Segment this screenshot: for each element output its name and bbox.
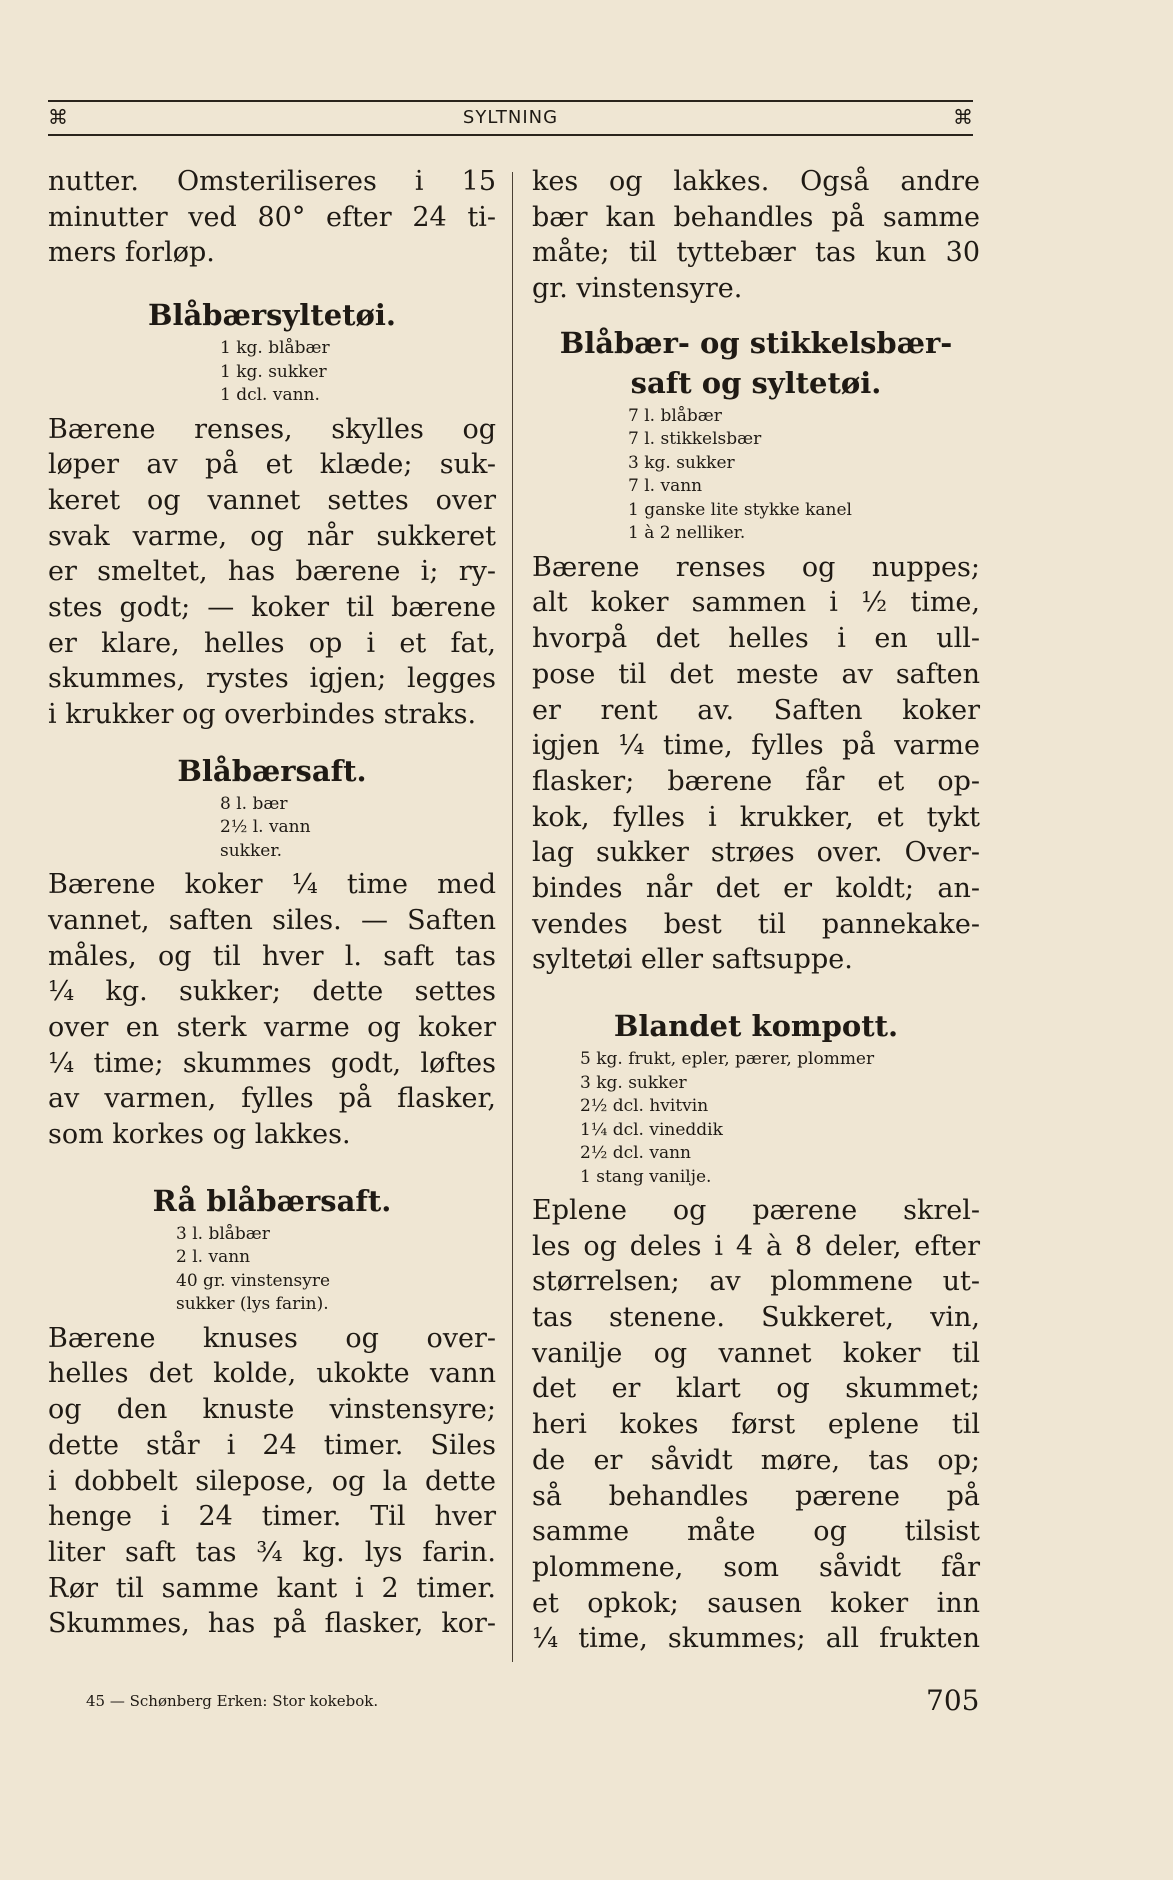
ingredient-list: [532, 405, 980, 546]
ingredient: 5 kg. frukt, epler, pærer, plommer: [580, 1049, 875, 1069]
text-line: ¼ time; skummes godt, løftes: [48, 1047, 496, 1079]
text-line: et opkok; sausen koker inn: [532, 1587, 980, 1619]
text-line: av varmen, fylles på flasker,: [48, 1083, 496, 1115]
recipe-text: [48, 412, 496, 733]
ingredient-list: [48, 337, 496, 408]
ingredient: 1 ganske lite stykke kanel: [628, 499, 852, 520]
text-line: keret og vannet settes over: [48, 484, 496, 516]
text-line: er rent av. Saften koker: [532, 694, 980, 726]
text-line: bindes når det er koldt; an-: [532, 872, 980, 904]
text-line: kes og lakkes. Også andre: [532, 166, 980, 197]
text-line: flasker; bærene får et op-: [532, 765, 980, 797]
text-line: ¼ time, skummes; all frukten: [532, 1623, 980, 1655]
running-header: [48, 100, 973, 136]
ingredient: 3 kg. sukker: [580, 1072, 687, 1093]
recipe-text: [48, 1321, 496, 1642]
recipe-title: saft og syltetøi.: [630, 365, 882, 400]
text-line: Bærene knuses og over-: [48, 1322, 496, 1354]
text-line: de er såvidt møre, tas op;: [532, 1444, 980, 1476]
text-line: måte; til tyttebær tas kun 30: [532, 237, 980, 269]
text-line: gr. vinstensyre.: [532, 273, 743, 305]
recipe-title: Blåbærsyltetøi.: [147, 298, 397, 333]
page-number: 705: [926, 1684, 980, 1717]
text-line: vannet, saften siles. — Saften: [48, 904, 496, 936]
text-line: liter saft tas ¾ kg. lys farin.: [48, 1536, 496, 1568]
intro-paragraph: [48, 164, 496, 271]
ingredient-list: [48, 793, 496, 864]
ingredient: 2 l. vann: [176, 1247, 251, 1268]
text-line: plommene, som såvidt får: [532, 1551, 980, 1583]
ingredient: 1 stang vanilje.: [580, 1166, 712, 1187]
ingredient: 3 l. blåbær: [176, 1223, 270, 1244]
text-line: løper av på et klæde; suk-: [48, 449, 496, 481]
text-line: lag sukker strøes over. Over-: [532, 837, 980, 869]
ingredient: 7 l. stikkelsbær: [628, 429, 762, 450]
column-divider: [512, 172, 513, 1662]
text-line: størrelsen; av plommene ut-: [532, 1266, 980, 1298]
ingredient: 1¼ dcl. vineddik: [580, 1119, 723, 1140]
ingredient: 1 dcl. vann.: [220, 385, 320, 406]
printer-signature: 45 — Schønberg Erken: Stor kokebok.: [86, 1692, 379, 1710]
text-line: det er klart og skummet;: [532, 1373, 980, 1405]
ingredient: 2½ dcl. vann: [580, 1143, 691, 1163]
text-line: er smeltet, has bærene i; ry-: [48, 556, 496, 588]
text-line: alt koker sammen i ½ time,: [532, 587, 980, 619]
text-line: Bærene koker ¼ time med: [48, 869, 496, 901]
text-line: Rør til samme kant i 2 timer.: [48, 1572, 496, 1604]
text-line: så behandles pærene på: [532, 1480, 980, 1512]
ingredient: 1 kg. blåbær: [220, 338, 330, 359]
ingredient: 1 à 2 nelliker.: [628, 523, 746, 544]
text-line: kok, fylles i krukker, et tykt: [532, 801, 980, 833]
text-line: svak varme, og når sukkeret: [48, 520, 496, 552]
recipe-title: Rå blåbærsaft.: [152, 1183, 392, 1218]
text-line: Skummes, has på flasker, kor-: [48, 1608, 496, 1640]
text-line: pose til det meste av saften: [532, 658, 980, 690]
text-line: Bærene renses, skylles og: [48, 413, 496, 445]
recipe-title: Blandet kompott.: [613, 1009, 899, 1043]
ingredient: 2½ dcl. hvitvin: [580, 1096, 709, 1116]
text-line: Eplene og pærene skrel-: [532, 1195, 980, 1226]
text-line: i dobbelt silepose, og la dette: [48, 1465, 496, 1497]
text-line: dette står i 24 timer. Siles: [48, 1429, 496, 1461]
text-line: og den knuste vinstensyre;: [48, 1394, 496, 1426]
intro-paragraph: [532, 164, 980, 307]
text-line: mers forløp.: [48, 237, 215, 269]
ingredient: 40 gr. vinstensyre: [176, 1270, 331, 1291]
ingredient: 3 kg. sukker: [628, 452, 735, 473]
ingredient: 2½ l. vann: [220, 817, 311, 838]
text-line: helles det kolde, ukokte vann: [48, 1358, 496, 1390]
text-line: les og deles i 4 à 8 deler, efter: [532, 1230, 980, 1262]
recipe-text: [48, 867, 496, 1153]
running-title: SYLTNING: [462, 107, 559, 128]
text-line: ¼ kg. sukker; dette settes: [48, 976, 496, 1008]
text-line: er klare, helles op i et fat,: [48, 627, 496, 659]
text-line: over en sterk varme og koker: [48, 1012, 496, 1043]
text-line: som korkes og lakkes.: [48, 1119, 351, 1151]
text-line: heri kokes først eplene til: [532, 1409, 980, 1441]
ingredient: sukker.: [220, 840, 282, 861]
ingredient-list: [532, 1048, 980, 1189]
right-column: [532, 164, 980, 1657]
ingredient: 7 l. blåbær: [628, 405, 722, 426]
text-line: måles, og til hver l. saft tas: [48, 940, 496, 972]
text-line: i krukker og overbindes straks.: [48, 699, 477, 731]
recipe-text: [532, 550, 980, 978]
ornament-left-icon: ⌘: [48, 105, 68, 129]
recipe-title: Blåbærsaft.: [177, 753, 367, 788]
text-line: Bærene renses og nuppes;: [532, 551, 980, 583]
ingredient: 7 l. vann: [628, 476, 703, 497]
text-line: bær kan behandles på samme: [532, 201, 980, 233]
text-line: hvorpå det helles i en ull-: [532, 623, 980, 655]
text-line: vanilje og vannet koker til: [532, 1337, 980, 1369]
text-line: skummes, rystes igjen; legges: [48, 663, 496, 695]
ingredient: sukker (lys farin).: [176, 1294, 329, 1315]
text-line: syltetøi eller saftsuppe.: [532, 944, 853, 976]
left-column: [48, 164, 496, 1642]
text-line: stes godt; — koker til bærene: [48, 592, 496, 623]
text-line: tas stenene. Sukkeret, vin,: [532, 1302, 980, 1334]
recipe-text: [532, 1193, 980, 1657]
ornament-right-icon: ⌘: [953, 105, 973, 129]
text-line: samme måte og tilsist: [532, 1516, 980, 1548]
text-line: henge i 24 timer. Til hver: [48, 1501, 496, 1533]
text-line: vendes best til pannekake-: [532, 908, 980, 940]
ingredient-list: [48, 1223, 496, 1317]
text-line: minutter ved 80° efter 24 ti-: [48, 201, 496, 233]
ingredient: 1 kg. sukker: [220, 361, 327, 382]
text-line: igjen ¼ time, fylles på varme: [532, 730, 980, 762]
recipe-title: Blåbær- og stikkelsbær-: [559, 325, 953, 360]
ingredient: 8 l. bær: [220, 793, 288, 814]
text-line: nutter. Omsteriliseres i 15: [48, 166, 496, 197]
